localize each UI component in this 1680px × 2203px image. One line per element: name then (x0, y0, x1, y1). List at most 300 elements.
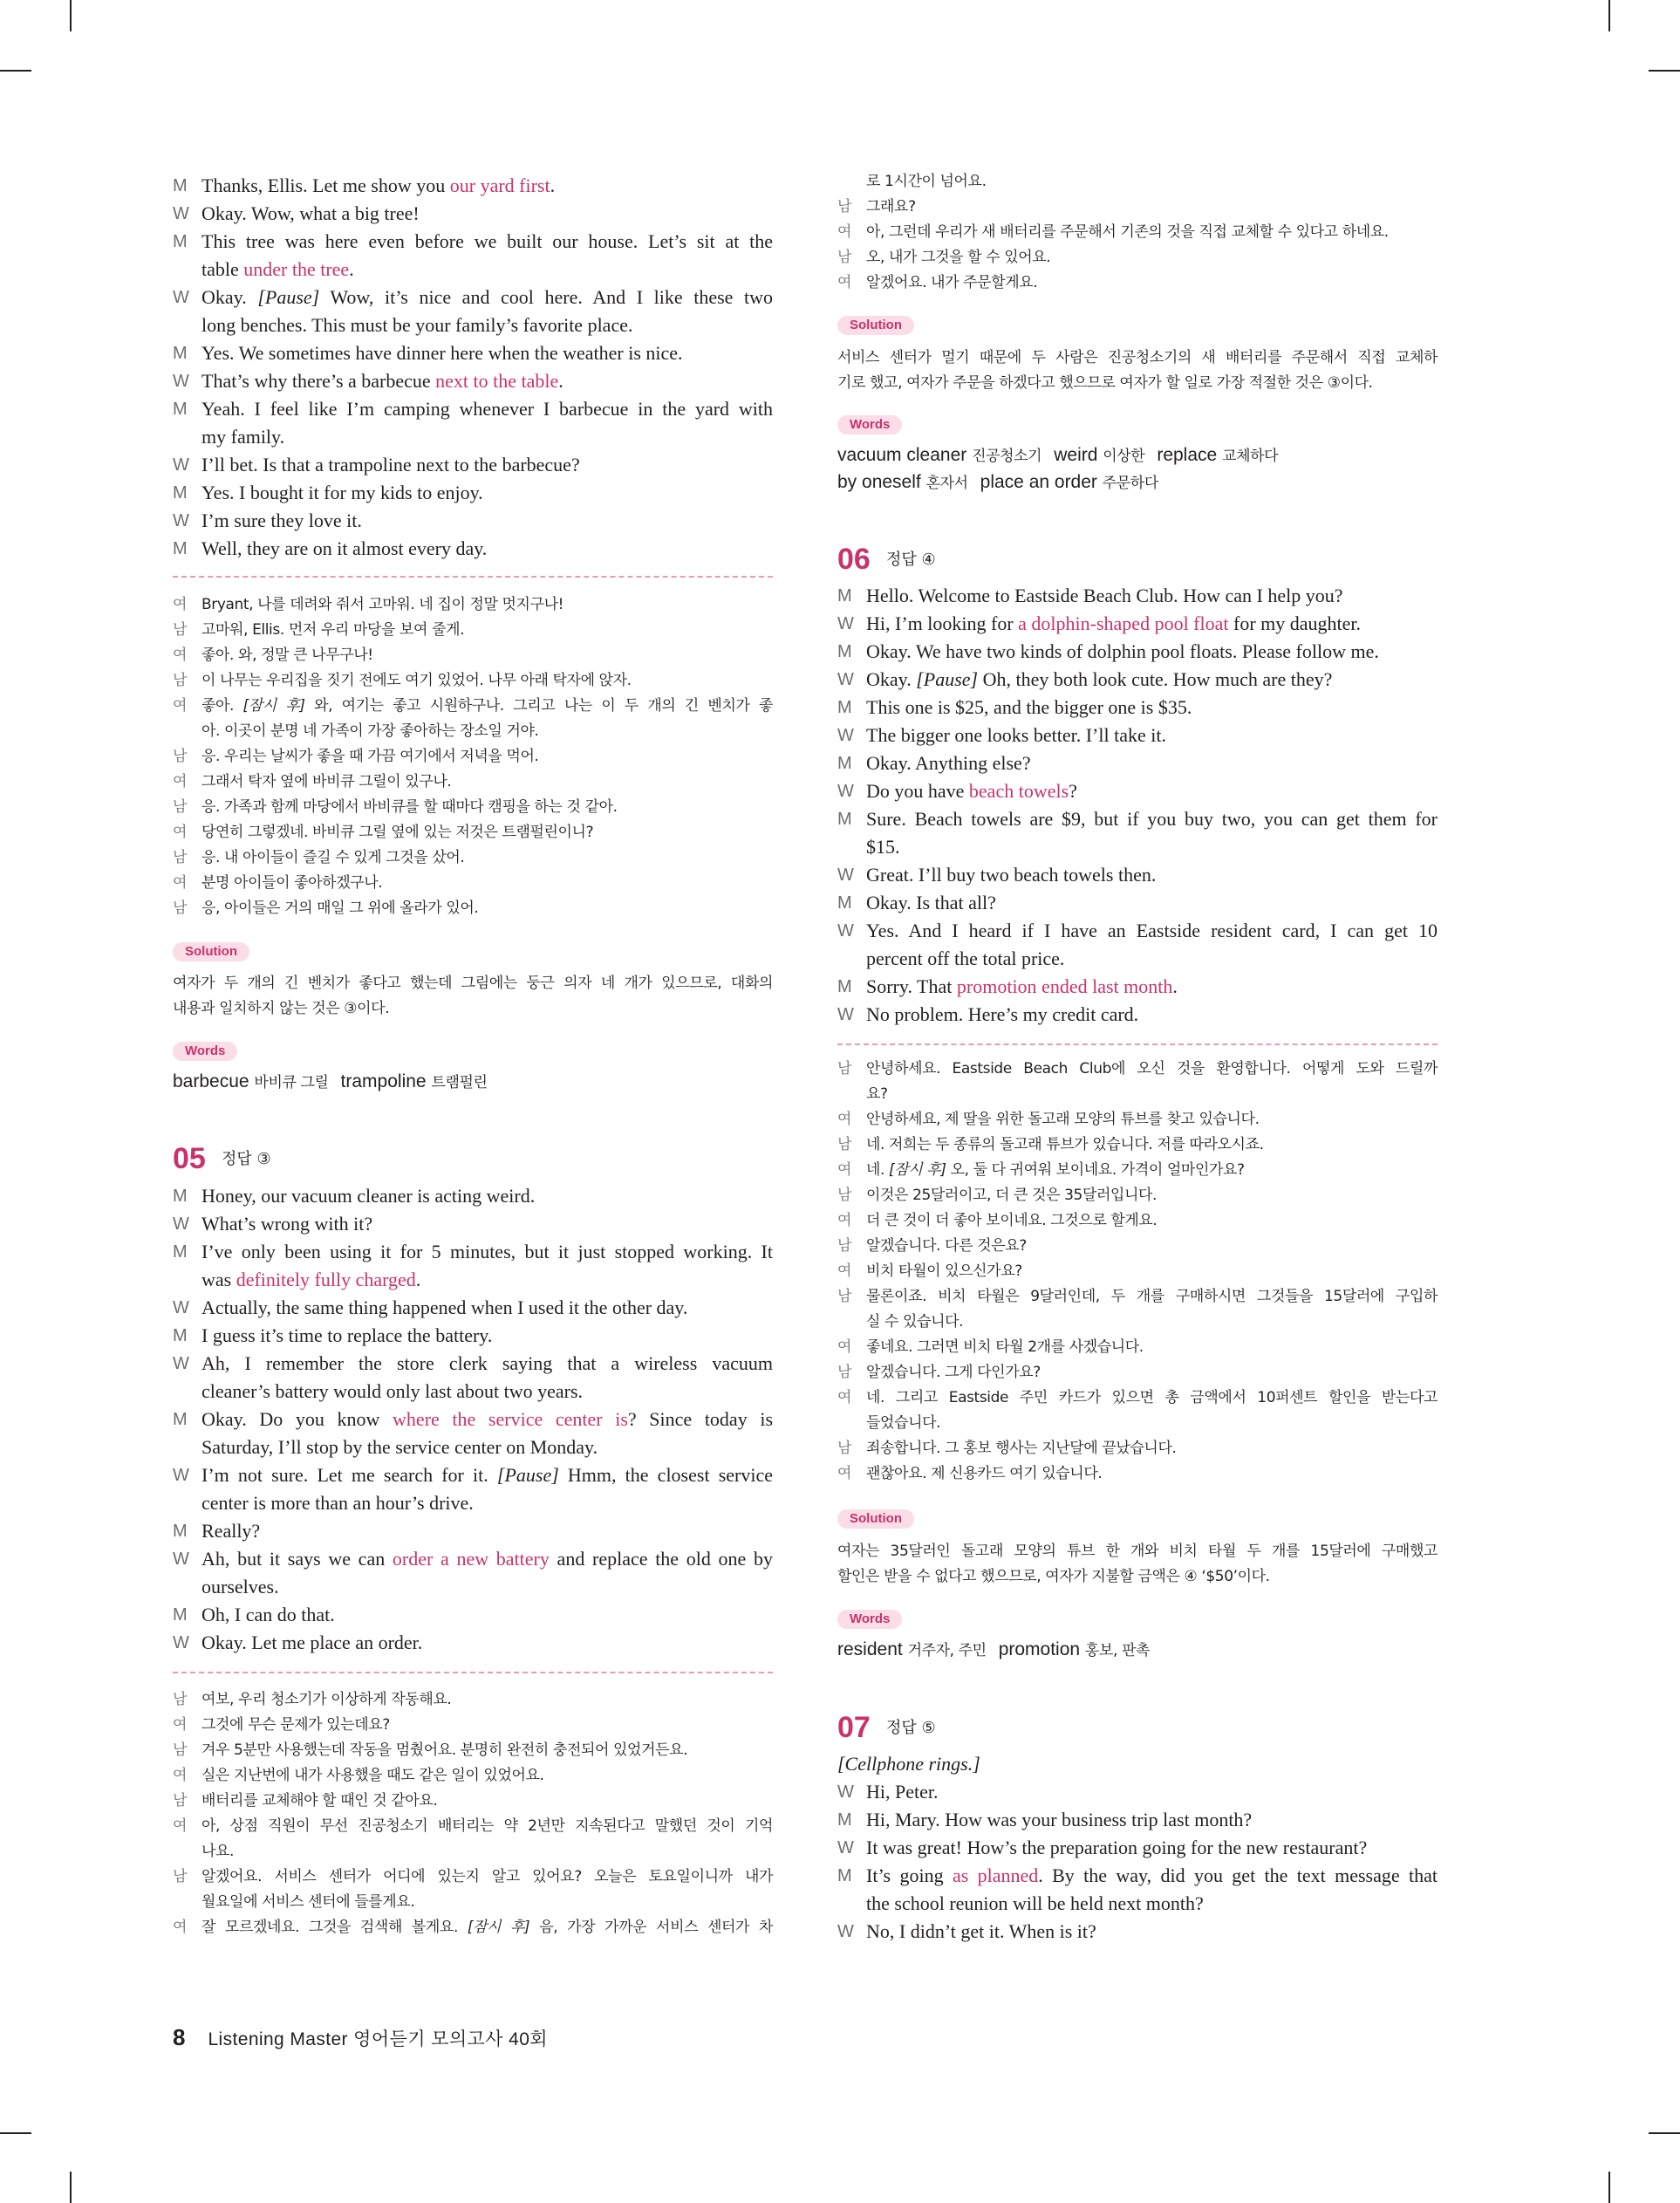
text-run: Yeah. I feel like I’m camping whenever I barbecue in the yard with (201, 398, 773, 420)
stage-direction: [Pause] (496, 1464, 559, 1486)
dialogue-line (837, 1461, 1438, 1487)
text-run: 네. 저희는 두 종류의 돌고래 튜브가 있습니다. 저를 따라오시죠. (866, 1136, 1264, 1153)
line-text (201, 896, 773, 921)
text-run: I’ve only been using it for 5 minutes, but it just stopped working. It (201, 1241, 773, 1262)
line-text (201, 845, 773, 871)
line-text (866, 1208, 1438, 1234)
dialogue-line (173, 1378, 773, 1406)
line-text (866, 805, 1438, 833)
vocab-meaning: 이상한 (1103, 448, 1145, 465)
dialogue-line (837, 1259, 1438, 1284)
text-run: Okay. Do you know (201, 1408, 393, 1430)
speaker-label: 여 (837, 274, 852, 291)
text-run: ? (1069, 780, 1077, 802)
highlighted-phrase: our yard first (449, 174, 550, 196)
words-badge: Words (837, 415, 902, 434)
vocab-word: promotion (998, 1639, 1081, 1659)
text-run: 좋아. 와, 정말 큰 나무구나! (201, 647, 373, 664)
line-text (201, 1890, 773, 1915)
speaker-label: W (173, 1550, 189, 1569)
dialogue-line (837, 1335, 1438, 1360)
speaker-label: M (173, 539, 188, 558)
vocab-word: resident (837, 1639, 903, 1659)
text-run: Bryant, 나를 데려와 줘서 고마워. 네 집이 정말 멋지구나! (201, 596, 564, 613)
words-5-line-2 (837, 469, 1438, 496)
speaker-label: W (837, 1922, 854, 1941)
dialogue-line (837, 694, 1438, 722)
dialogue-line (837, 1436, 1438, 1461)
line-text (866, 1259, 1438, 1284)
dialogue-line (837, 1158, 1438, 1183)
text-run: . By the way, did you get the text message that (1038, 1864, 1438, 1886)
dialogue-line (837, 833, 1438, 861)
dialogue-line (837, 220, 1438, 245)
text-run: and replace the old one by (549, 1548, 773, 1570)
line-text (866, 1778, 1438, 1806)
dialogue-line (837, 1183, 1438, 1208)
text-run: Okay. Is that all? (866, 892, 996, 913)
dialogue-line (173, 694, 773, 719)
line-text (201, 643, 773, 668)
vocab-meaning: 트램펄린 (431, 1074, 488, 1091)
speaker-label: W (173, 372, 189, 391)
vocab-word: barbecue (173, 1071, 249, 1091)
text-run: 실은 지난번에 내가 사용했을 때도 같은 일이 있었어요. (201, 1767, 544, 1784)
speaker-label: M (173, 1187, 188, 1206)
text-run: 괜찮아요. 제 신용카드 여기 있습니다. (866, 1465, 1103, 1482)
text-run: Hi, Mary. How was your business trip last month? (866, 1809, 1253, 1830)
line-text (201, 1601, 773, 1629)
dialogue-line (173, 820, 773, 845)
speaker-label: 남 (173, 1691, 188, 1708)
dialogue-line (837, 722, 1438, 749)
line-text (866, 1310, 1438, 1335)
speaker-label: 남 (837, 198, 852, 216)
speaker-label: M (837, 893, 852, 913)
text-run: I’m sure they love it. (201, 510, 362, 531)
dialogue-line (173, 1294, 773, 1322)
dialogue-line (837, 1750, 1438, 1778)
text-run: Hello. Welcome to Eastside Beach Club. How can I help you? (866, 585, 1343, 606)
speaker-label: W (837, 1782, 854, 1802)
text-run: cleaner’s battery would only last about two years. (201, 1380, 584, 1402)
line-text (866, 270, 1438, 296)
crop-mark (1649, 70, 1680, 72)
vocab-item (341, 1071, 488, 1091)
text-run: 월요일에 서비스 센터에 들를게요. (201, 1893, 415, 1911)
text-run: 아, 상점 직원이 무선 진공청소기 배터리는 약 2년만 지속된다고 말했던 것이 기억 (201, 1817, 773, 1835)
dialogue-line (837, 1360, 1438, 1385)
text-run: 요? (866, 1085, 888, 1103)
line-text (866, 749, 1438, 777)
line-text (866, 777, 1438, 805)
speaker-label: W (837, 614, 854, 633)
text-run: the school reunion will be held next month? (866, 1892, 1204, 1914)
line-text (866, 1360, 1438, 1385)
dialogue-line (173, 1738, 773, 1763)
dialogue-line (837, 1001, 1438, 1029)
text-run: 고마워, Ellis. 먼저 우리 마당을 보여 줄게. (201, 621, 465, 639)
speaker-label: 여 (837, 1389, 852, 1406)
text-run: Oh, I can do that. (201, 1604, 335, 1625)
speaker-label: 남 (173, 849, 188, 866)
dialogue-line (173, 228, 773, 256)
line-text (201, 1687, 773, 1713)
text-run: ourselves. (201, 1576, 279, 1598)
text-run: . (415, 1269, 421, 1290)
solution-6-text (837, 1539, 1438, 1590)
line-text (866, 973, 1438, 1001)
line-text (866, 1234, 1438, 1259)
speaker-label: W (173, 1633, 189, 1652)
dialogue-line (837, 1132, 1438, 1158)
line-text (866, 1862, 1438, 1890)
question-number: 06 (837, 543, 871, 576)
line-text (201, 871, 773, 896)
dialogue-6-korean (837, 1057, 1438, 1487)
dialogue-line (173, 668, 773, 694)
dialogue-line (837, 777, 1438, 805)
speaker-label: 남 (837, 1440, 852, 1457)
vocab-meaning: 교체하다 (1222, 448, 1279, 465)
text-run: Okay. Wow, what a big tree! (201, 202, 420, 224)
line-text (201, 535, 773, 563)
crop-mark (70, 2172, 72, 2203)
text-run: . (1172, 975, 1178, 997)
speaker-label: M (837, 1866, 852, 1885)
speaker-label: W (837, 1005, 854, 1024)
text-run: Okay. (866, 668, 917, 690)
dialogue-line (837, 749, 1438, 777)
answer-label: 정답 ③ (222, 1150, 271, 1168)
speaker-label: 여 (837, 1262, 852, 1280)
words-5-line-1 (837, 442, 1438, 469)
words-badge: Words (837, 1610, 902, 1629)
stage-direction: [Pause] (257, 286, 320, 308)
text-run: . (550, 174, 556, 196)
solution-line: 기로 했고, 여자가 주문을 하겠다고 했으므로 여자가 할 일로 가장 적절한 것은 ③이다. (837, 374, 1373, 392)
speaker-label: 여 (173, 596, 188, 613)
text-run: No problem. Here’s my credit card. (866, 1003, 1139, 1025)
speaker-label: 남 (173, 1868, 188, 1885)
text-run: 겨우 5분만 사용했는데 작동을 멈췄어요. 분명히 완전히 충전되어 있었거든요. (201, 1741, 688, 1759)
speaker-label: M (173, 1326, 188, 1345)
text-run: Okay. Anything else? (866, 752, 1031, 774)
speaker-label: M (837, 698, 852, 717)
text-run: No, I didn’t get it. When is it? (866, 1920, 1096, 1942)
text-run: $15. (866, 836, 900, 858)
dialogue-line (173, 1238, 773, 1266)
text-run: Thanks, Ellis. Let me show you (201, 174, 450, 196)
line-text (866, 1834, 1438, 1862)
speaker-label: M (837, 642, 852, 661)
line-text (201, 367, 773, 395)
text-run: That’s why there’s a barbecue (201, 370, 436, 392)
speaker-label: W (837, 865, 854, 885)
line-text (201, 339, 773, 367)
speaker-label: W (837, 670, 854, 689)
text-run: It’s going (866, 1864, 953, 1886)
text-run: 아, 그런데 우리가 새 배터리를 주문해서 기존의 것을 직접 교체할 수 있다고 하네요. (866, 223, 1389, 241)
line-text (201, 1713, 773, 1738)
words-4-list (173, 1069, 773, 1096)
line-text (201, 1915, 773, 1940)
dialogue-line (173, 172, 773, 200)
text-run: This one is $25, and the bigger one is $35. (866, 696, 1192, 718)
speaker-label: W (173, 1354, 189, 1373)
text-run: Okay. We have two kinds of dolphin pool floats. Please follow me. (866, 640, 1379, 662)
speaker-label: W (173, 1466, 189, 1485)
vocab-word: weird (1054, 445, 1098, 465)
speaker-label: 남 (173, 900, 188, 917)
dialogue-line (837, 1234, 1438, 1259)
text-run: 비치 타월이 있으신가요? (866, 1262, 1022, 1280)
speaker-label: 여 (837, 1111, 852, 1128)
vocab-item (999, 1639, 1150, 1659)
dialogue-line (837, 973, 1438, 1001)
dialogue-line (173, 1545, 773, 1573)
line-text (201, 1864, 773, 1890)
dialogue-line (837, 1411, 1438, 1436)
text-run: 응. 내 아이들이 즐길 수 있게 그것을 샀어. (201, 849, 465, 866)
line-text (866, 666, 1438, 694)
line-text (201, 1406, 773, 1433)
highlighted-phrase: next to the table (435, 370, 559, 392)
dialogue-line (173, 1350, 773, 1378)
page-number: 8 (173, 2024, 186, 2050)
speaker-label: W (173, 1214, 189, 1234)
speaker-label: 여 (173, 1817, 188, 1835)
line-text (866, 1385, 1438, 1411)
dialogue-line (837, 1862, 1438, 1890)
speaker-label: 여 (173, 824, 188, 841)
speaker-label: M (837, 810, 852, 829)
dialogue-line (173, 367, 773, 395)
highlighted-phrase: under the tree (243, 258, 350, 280)
line-text (201, 668, 773, 694)
divider (173, 1672, 773, 1673)
text-run: Okay. (201, 286, 258, 308)
line-text (201, 1763, 773, 1789)
dialogue-line (173, 1461, 773, 1489)
text-run: Wow, it’s nice and cool here. And I like these two (319, 286, 774, 308)
line-text (201, 395, 773, 423)
speaker-label: 남 (837, 1288, 852, 1305)
line-text (866, 638, 1438, 666)
speaker-label: M (173, 1242, 188, 1262)
line-text (201, 311, 773, 339)
text-run: 물론이죠. 비치 타월은 9달러인데, 두 개를 구매하시면 그것들을 15달러에 구입하 (866, 1288, 1438, 1305)
text-run: Do you have (866, 780, 969, 802)
text-run: . (349, 258, 354, 280)
speaker-label: W (837, 921, 854, 941)
dialogue-line (173, 451, 773, 479)
dialogue-line (837, 169, 1438, 195)
solution-line: 서비스 센터가 멀기 때문에 두 사람은 진공청소기의 새 배터리를 주문해서 직접 교체하 (837, 349, 1438, 366)
line-text (201, 744, 773, 770)
line-text (201, 1738, 773, 1763)
text-run: for my daughter. (1228, 612, 1362, 634)
line-text (201, 795, 773, 820)
text-run: 죄송합니다. 그 홍보 행사는 지난달에 끝났습니다. (866, 1440, 1177, 1457)
line-text (201, 820, 773, 845)
line-text (866, 1082, 1438, 1107)
solution-line: 할인은 받을 수 없다고 했으므로, 여자가 지불할 금액은 ④ ‘$50’이다. (837, 1568, 1270, 1585)
line-text (201, 200, 773, 228)
speaker-label: W (173, 455, 189, 475)
speaker-label: W (837, 782, 854, 801)
text-run: 좋네요. 그러면 비치 타월 2개를 사겠습니다. (866, 1338, 1144, 1356)
dialogue-4-english (173, 172, 773, 563)
line-text (866, 945, 1438, 973)
dialogue-line (837, 1057, 1438, 1082)
line-text (201, 1294, 773, 1322)
speaker-label: W (837, 726, 854, 745)
dialogue-7-english (837, 1750, 1438, 1946)
text-run: 로 1시간이 넘어요. (866, 173, 987, 190)
speaker-label: 여 (173, 1919, 188, 1936)
dialogue-line (173, 1839, 773, 1864)
text-run: Great. I’ll buy two beach towels then. (866, 864, 1157, 886)
vocab-word: replace (1157, 445, 1218, 465)
text-run: . (558, 370, 563, 392)
text-run: 그것에 무슨 문제가 있는데요? (201, 1716, 390, 1734)
page-footer (173, 2024, 548, 2051)
speaker-label: 여 (837, 1161, 852, 1179)
speaker-label: 여 (173, 1767, 188, 1784)
line-text (201, 1545, 773, 1573)
text-run: Ah, I remember the store clerk saying that a wireless vacuum (201, 1352, 773, 1374)
text-run: 네. 그리고 Eastside 주민 카드가 있으면 총 금액에서 10퍼센트 할인을 받는다고 (866, 1389, 1438, 1406)
dialogue-line (173, 284, 773, 311)
words-6-list (837, 1637, 1438, 1664)
line-text (201, 694, 773, 719)
text-run: 알겠습니다. 다른 것은요? (866, 1237, 1027, 1255)
line-text (201, 423, 773, 451)
line-text (866, 169, 1438, 195)
text-run: 오, 내가 그것을 할 수 있어요. (866, 249, 1051, 266)
dialogue-line (173, 770, 773, 795)
speaker-label: 여 (837, 1338, 852, 1356)
dialogue-line (173, 1266, 773, 1294)
highlighted-phrase: where the service center is (393, 1408, 628, 1430)
speaker-label: M (173, 400, 188, 419)
line-text (866, 861, 1438, 889)
dialogue-5-english (173, 1182, 773, 1657)
text-run: 그래서 탁자 옆에 바비큐 그릴이 있구나. (201, 773, 452, 790)
line-text (201, 1350, 773, 1378)
dialogue-line (837, 1918, 1438, 1946)
speaker-label: 남 (173, 672, 188, 689)
vocab-item (1054, 445, 1144, 465)
line-text (201, 1322, 773, 1350)
speaker-label: 여 (837, 223, 852, 241)
speaker-label: 여 (837, 1212, 852, 1229)
dialogue-line (173, 423, 773, 451)
vocab-word: place an order (980, 472, 1097, 492)
text-run: 네. (866, 1161, 890, 1179)
line-text (201, 1489, 773, 1517)
text-run: It was great! How’s the preparation going for the new restaurant? (866, 1837, 1368, 1858)
dialogue-line (173, 1789, 773, 1814)
text-run: Saturday, I’ll stop by the service center on Monday. (201, 1436, 598, 1458)
vocab-meaning: 바비큐 그릴 (254, 1074, 329, 1091)
text-run: 배터리를 교체해야 할 때인 것 같아요. (201, 1792, 438, 1810)
dialogue-line (173, 1406, 773, 1433)
text-run: I’ll bet. Is that a trampoline next to the barbecue? (201, 454, 580, 475)
solution-line: 여자가 두 개의 긴 벤치가 좋다고 했는데 그림에는 둥근 의자 네 개가 있으므로, 대화의 (173, 975, 773, 992)
text-run: Well, they are on it almost every day. (201, 537, 488, 559)
speaker-label: 여 (173, 697, 188, 715)
line-text (866, 1461, 1438, 1487)
dialogue-line (173, 1210, 773, 1238)
text-run: 여보, 우리 청소기가 이상하게 작동해요. (201, 1691, 452, 1708)
text-run: 분명 아이들이 좋아하겠구나. (201, 874, 383, 892)
dialogue-line (837, 1834, 1438, 1862)
dialogue-line (173, 1322, 773, 1350)
dialogue-line (173, 507, 773, 535)
dialogue-line (837, 245, 1438, 270)
speaker-label: 남 (173, 1741, 188, 1759)
highlighted-phrase: beach towels (968, 780, 1069, 802)
line-text (866, 1057, 1438, 1082)
text-run: Hmm, the closest service (558, 1464, 773, 1486)
stage-direction: [잠시 후] (467, 1919, 530, 1936)
text-run: Really? (201, 1520, 261, 1542)
speaker-label: M (173, 176, 188, 195)
dialogue-4-korean (173, 592, 773, 921)
speaker-label: M (173, 1410, 188, 1429)
dialogue-line (173, 1182, 773, 1210)
text-run: 안녕하세요. Eastside Beach Club에 오신 것을 환영합니다. 어떻게 도와 드릴까 (866, 1060, 1438, 1078)
vocab-meaning: 진공청소기 (972, 448, 1042, 465)
speaker-label: W (173, 511, 189, 530)
dialogue-line (173, 871, 773, 896)
line-text (866, 1918, 1438, 1946)
line-text (866, 1411, 1438, 1436)
line-text (201, 256, 773, 284)
line-text (201, 1814, 773, 1839)
dialogue-line (173, 1763, 773, 1789)
text-run: Hi, I’m looking for (866, 612, 1019, 634)
text-run: Yes. And I heard if I have an Eastside resident card, I can get 10 (866, 920, 1438, 941)
dialogue-line (173, 1517, 773, 1545)
dialogue-line (837, 666, 1438, 694)
text-run: Actually, the same thing happened when I used it the other day. (201, 1296, 688, 1318)
line-text (201, 228, 773, 256)
text-run: 알겠어요. 내가 주문할게요. (866, 274, 1038, 291)
line-text (201, 1629, 773, 1657)
highlighted-phrase: definitely fully charged (236, 1269, 416, 1290)
text-run: 그래요? (866, 198, 916, 216)
dialogue-line (173, 1713, 773, 1738)
vocab-meaning: 주문하다 (1102, 475, 1158, 492)
line-text (201, 1210, 773, 1238)
speaker-label: M (173, 344, 188, 363)
dialogue-6-english (837, 582, 1438, 1029)
text-run: Sure. Beach towels are $9, but if you buy two, you can get them for (866, 808, 1438, 830)
line-text (866, 917, 1438, 945)
line-text (866, 1183, 1438, 1208)
speaker-label: 남 (173, 1792, 188, 1810)
text-run: Hi, Peter. (866, 1781, 939, 1803)
words-badge: Words (173, 1042, 237, 1061)
text-run: Yes. I bought it for my kids to enjoy. (201, 482, 483, 503)
line-text (201, 1573, 773, 1601)
dialogue-line (173, 1601, 773, 1629)
text-run: 들었습니다. (866, 1414, 941, 1432)
dialogue-line (837, 582, 1438, 610)
